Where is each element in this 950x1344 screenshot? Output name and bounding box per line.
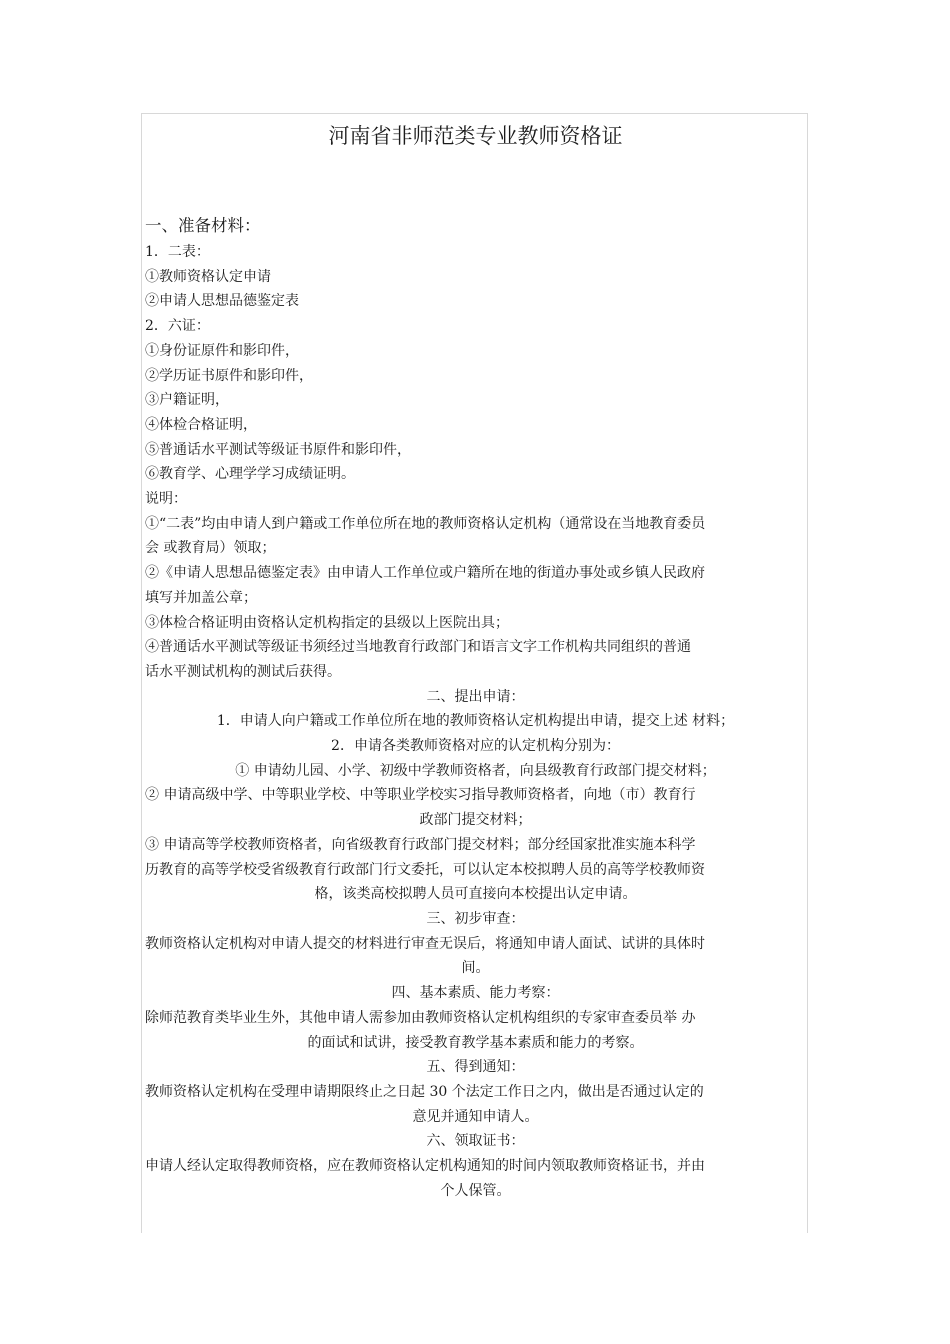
section-heading-notice: 五、得到通知：: [426, 1059, 525, 1076]
document-content: [145, 214, 806, 1203]
text-line: ④普通话水平测试等级证书须经过当地教育行政部门和语言文字工作机构共同组织的普通: [145, 639, 691, 656]
text-line: ②申请人思想品德鉴定表: [145, 293, 299, 310]
text-line: ⑤普通话水平测试等级证书原件和影印件，: [145, 441, 411, 458]
text-line: 话水平测试机构的测试后获得。: [145, 663, 341, 680]
section-notice: [145, 1080, 806, 1129]
text-line: ② 申请高级中学、中等职业学校、中等职业学校实习指导教师资格者，向地（市）教育行: [145, 787, 696, 804]
text-line: ②《申请人思想品德鉴定表》由申请人工作单位或户籍所在地的街道办事处或乡镇人民政府: [145, 565, 705, 582]
section-heading-materials: 一、准备材料：: [145, 216, 261, 235]
text-line: 个人保管。: [440, 1182, 511, 1199]
text-line: 2．申请各类教师资格对应的认定机构分别为：: [331, 738, 620, 755]
section-heading-review: 三、初步审查：: [426, 910, 525, 927]
text-line: 政部门提交材料；: [419, 812, 532, 829]
text-line: ①“二表”均由申请人到户籍或工作单位所在地的教师资格认定机构（通常设在当地教育委员: [145, 515, 706, 532]
text-line: ①教师资格认定申请: [145, 268, 271, 285]
text-line: 教师资格认定机构对申请人提交的材料进行审查无误后，将通知申请人面试、试讲的具体时: [145, 935, 705, 952]
text-line: ④体检合格证明，: [145, 416, 257, 433]
text-line: 1．申请人向户籍或工作单位所在地的教师资格认定机构提出申请，提交上述 材料；: [216, 713, 735, 730]
text-line: ⑥教育学、心理学学习成绩证明。: [145, 466, 355, 483]
text-line: 除师范教育类毕业生外，其他申请人需参加由教师资格认定机构组织的专家审查委员举 办: [145, 1009, 696, 1026]
text-line: 历教育的高等学校受省级教育行政部门行文委托，可以认定本校拟聘人员的高等学校教师资: [145, 861, 705, 878]
text-line: 意见并通知申请人。: [412, 1108, 539, 1125]
document-title: 河南省非师范类专业教师资格证: [328, 124, 623, 148]
text-line: 申请人经认定取得教师资格，应在教师资格认定机构通知的时间内领取教师资格证书，并由: [145, 1158, 705, 1175]
text-line: 格，该类高校拟聘人员可直接向本校提出认定申请。: [314, 886, 637, 903]
text-line: ① 申请幼儿园、小学、初级中学教师资格者，向县级教育行政部门提交材料；: [235, 762, 716, 779]
text-line: ③户籍证明，: [145, 392, 229, 409]
section-heading-apply: 二、提出申请：: [426, 688, 525, 705]
section-certificate: [145, 1154, 806, 1203]
section-heading-certificate: 六、领取证书：: [426, 1133, 525, 1150]
text-line: 1．二表：: [145, 244, 210, 260]
text-line: 教师资格认定机构在受理申请期限终止之日起 30 个法定工作日之内，做出是否通过认定的: [145, 1083, 704, 1100]
document-body: [145, 118, 806, 1199]
text-line: 间。: [461, 960, 490, 977]
text-line: 的面试和试讲，接受教育教学基本素质和能力的考察。: [307, 1034, 644, 1051]
section-assessment: [145, 1006, 806, 1055]
text-line: 2．六证：: [145, 318, 210, 335]
text-line: 填写并加盖公章；: [145, 589, 257, 606]
text-line: ③ 申请高等学校教师资格者，向省级教育行政部门提交材料；部分经国家批准实施本科学: [145, 836, 696, 853]
text-line: 会 或教育局）领取；: [145, 540, 276, 557]
section-apply: [145, 709, 806, 907]
text-line: 说明：: [145, 491, 187, 508]
text-line: ③体检合格证明由资格认定机构指定的县级以上医院出具；: [145, 614, 509, 631]
section-review: [145, 932, 806, 981]
text-line: ①身份证原件和影印件，: [145, 342, 299, 359]
text-line: ②学历证书原件和影印件，: [145, 367, 313, 384]
section-heading-assessment: 四、基本素质、能力考察：: [391, 985, 560, 1002]
section-materials: [145, 240, 806, 685]
